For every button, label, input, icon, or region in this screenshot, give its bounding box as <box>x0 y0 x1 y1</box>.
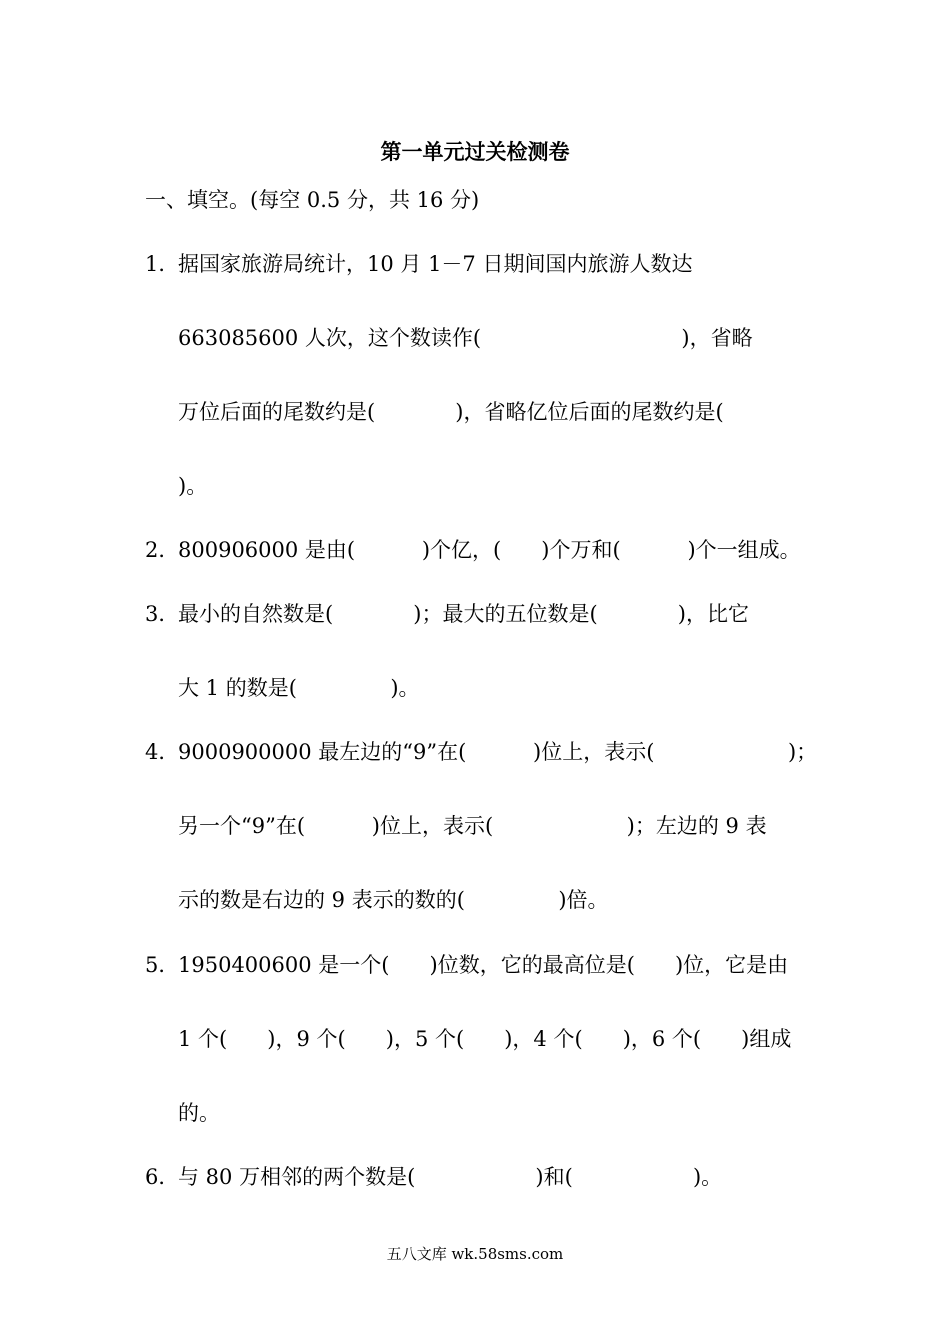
question-number: 1． <box>145 252 180 276</box>
question-number: 2． <box>145 538 180 562</box>
question-line: 800906000 是由( )个亿，( )个万和( )个一组成。 <box>178 538 801 562</box>
question-number: 5． <box>145 953 180 977</box>
question-line: 另一个“9”在( )位上，表示( )；左边的 9 表 <box>178 814 767 838</box>
question-line: 的。 <box>178 1101 220 1125</box>
question-line: 9000900000 最左边的“9”在( )位上，表示( )； <box>178 740 818 764</box>
question-number: 3． <box>145 602 180 626</box>
question-line: )。 <box>178 474 208 498</box>
question-line: 1 个( )，9 个( )，5 个( )，4 个( )，6 个( )组成 <box>178 1027 792 1051</box>
question-line: 据国家旅游局统计，10 月 1－7 日期间国内旅游人数达 <box>178 252 693 276</box>
question-number: 6． <box>145 1165 180 1189</box>
page-title: 第一单元过关检测卷 <box>380 139 570 164</box>
section-heading: 一、填空。(每空 0.5 分，共 16 分) <box>145 188 480 212</box>
question-line: 663085600 人次，这个数读作( )，省略 <box>178 326 753 350</box>
question-line: 与 80 万相邻的两个数是( )和( )。 <box>178 1165 723 1189</box>
question-line: 1950400600 是一个( )位数，它的最高位是( )位，它是由 <box>178 953 789 977</box>
page-footer: 五八文库 wk.58sms.com <box>386 1245 564 1263</box>
question-number: 4． <box>145 740 180 764</box>
question-line: 最小的自然数是( )；最大的五位数是( )，比它 <box>178 602 749 626</box>
question-line: 大 1 的数是( )。 <box>178 676 420 700</box>
question-line: 万位后面的尾数约是( )，省略亿位后面的尾数约是( <box>178 400 724 424</box>
question-line: 示的数是右边的 9 表示的数的( )倍。 <box>178 888 609 912</box>
